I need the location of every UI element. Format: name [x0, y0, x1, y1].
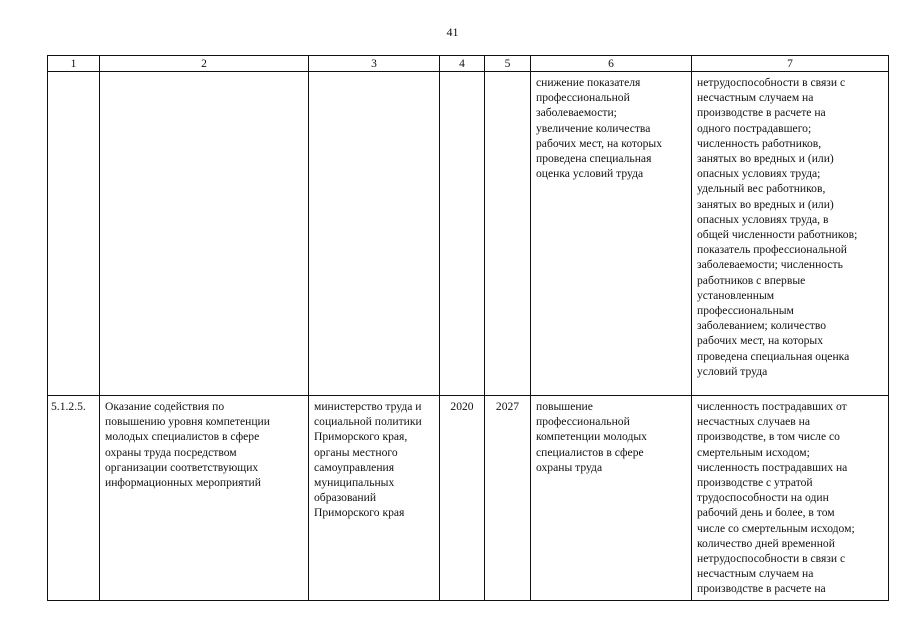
executor-cell [309, 396, 440, 601]
column-header: 3 [309, 56, 440, 72]
column-header: 2 [100, 56, 309, 72]
column-header: 7 [692, 56, 889, 72]
column-header: 6 [531, 56, 692, 72]
start-year: 2020 [450, 400, 474, 413]
expected-result: повышение профессиональной компетенции молодых специалистов в сфере охраны труда [536, 400, 647, 474]
column-number-row [48, 56, 889, 72]
column-header: 4 [440, 56, 485, 72]
executor-cell [309, 72, 440, 396]
table-row [48, 396, 889, 601]
activities-table [47, 55, 889, 601]
expected-result: снижение показателя профессиональной заболеваемости; увеличение количества рабочих мест, на которых проведена специальная оценка условий труда [536, 76, 663, 181]
page-number: 41 [446, 25, 459, 39]
expected-result-cell [531, 72, 692, 396]
end-year-cell [485, 396, 531, 601]
item-number-cell [48, 72, 100, 396]
table-row [48, 72, 889, 396]
item-number: 5.1.2.5. [51, 400, 86, 413]
item-number-cell [48, 396, 100, 601]
indicators: численность пострадавших от несчастных случаев на производстве, в том числе со смертельным исходом; численность пострадавших на производстве с утратой трудоспособности на один рабочий день и более, в том числе со смертельным исходом; количество дней временной нетрудоспособности в связи с несчастным случаем на производстве в расчете на [697, 400, 855, 596]
start-year-cell [440, 72, 485, 396]
end-year: 2027 [495, 400, 520, 413]
expected-result-cell [531, 396, 692, 601]
activity-name-cell [100, 72, 309, 396]
start-year-cell [440, 396, 485, 601]
indicators-cell [692, 396, 889, 601]
indicators-cell [692, 72, 889, 396]
end-year-cell [485, 72, 531, 396]
indicators: нетрудоспособности в связи с несчастным случаем на производстве в расчете на одного пострадавшего; численность работников, занятых во вредных и (или) опасных условиях труда; удельный вес работников, занятых во вредных и (или) опасных условиях труда, в общей численности работников; показатель профессиональной заболеваемости; численность работников с впервые установленным профессиональным заболеванием; количество рабочих мест, на которых проведена специальная оценка условий труда [697, 76, 858, 378]
column-header: 5 [485, 56, 531, 72]
activity-name-cell [100, 396, 309, 601]
column-header: 1 [48, 56, 100, 72]
executor: министерство труда и социальной политики Приморского края, органы местного самоуправления муниципальных образований Приморского края [314, 400, 422, 520]
activity-name: Оказание содействия по повышению уровня компетенции молодых специалистов в сфере охраны труда посредством организации соответствующих информационных мероприятий [105, 400, 270, 490]
